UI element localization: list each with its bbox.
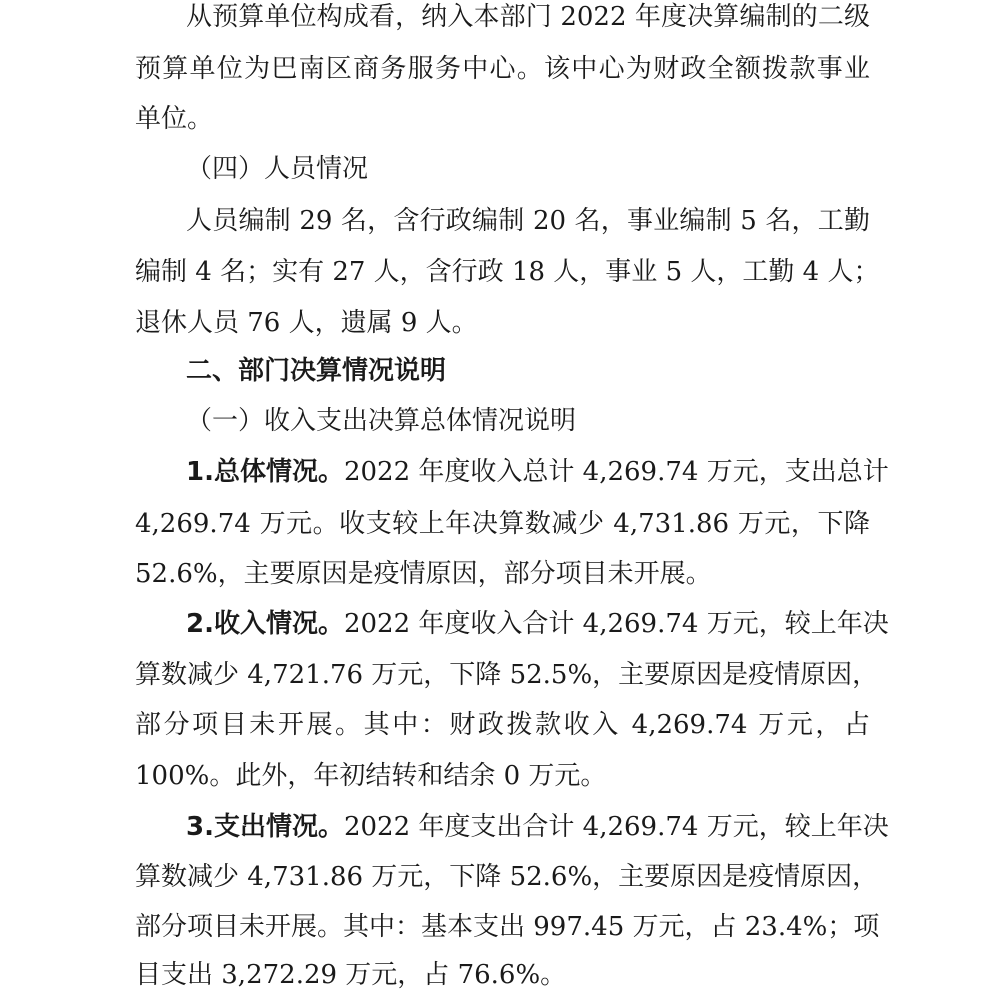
paragraph-units-line-1: 从预算单位构成看，纳入本部门 2022 年度决算编制的二级 (186, 2, 870, 32)
item-income-line-2: 算数减少 4,721.76 万元，下降 52.5%，主要原因是疫情原因， (135, 660, 879, 690)
item-expense-line-4: 目支出 3,272.29 万元，占 76.6%。 (135, 960, 567, 990)
item-income-line-1-text: 2022 年度收入合计 4,269.74 万元，较上年决 (343, 609, 889, 639)
item-overall-line-1 (186, 455, 889, 489)
section-two-subheading: （一）收入支出决算总体情况说明 (186, 406, 577, 436)
item-expense-line-1 (186, 810, 889, 844)
section-two-heading: 二、部门决算情况说明 (186, 356, 447, 386)
item-income-line-1 (186, 607, 889, 641)
item-expense-line-2: 算数减少 4,731.86 万元，下降 52.6%，主要原因是疫情原因， (135, 862, 879, 892)
paragraph-units-line-3: 单位。 (135, 104, 214, 134)
item-overall-line-3: 52.6%，主要原因是疫情原因，部分项目未开展。 (135, 559, 712, 589)
item-income-line-4: 100%。此外，年初结转和结余 0 万元。 (135, 761, 607, 791)
item-expense-label: 3.支出情况。 (186, 812, 344, 842)
item-income-label: 2.收入情况。 (186, 609, 344, 639)
item-overall-line-1-text: 2022 年度收入总计 4,269.74 万元，支出总计 (343, 457, 889, 487)
item-expense-line-1-text: 2022 年度支出合计 4,269.74 万元，较上年决 (343, 812, 889, 842)
section-staff-heading: （四）人员情况 (186, 154, 369, 184)
item-overall-label: 1.总体情况。 (186, 457, 344, 487)
item-income-line-3: 部分项目未开展。其中：财政拨款收入 4,269.74 万元，占 (135, 710, 870, 740)
section-staff-line-1: 人员编制 29 名，含行政编制 20 名，事业编制 5 名，工勤 (186, 206, 870, 236)
item-overall-line-2: 4,269.74 万元。收支较上年决算数减少 4,731.86 万元，下降 (135, 509, 870, 539)
section-staff-line-2: 编制 4 名；实有 27 人，含行政 18 人，事业 5 人，工勤 4 人； (135, 257, 880, 287)
item-expense-line-3: 部分项目未开展。其中：基本支出 997.45 万元，占 23.4%；项 (135, 912, 880, 942)
section-staff-line-3: 退休人员 76 人，遗属 9 人。 (135, 308, 478, 338)
paragraph-units-line-2: 预算单位为巴南区商务服务中心。该中心为财政全额拨款事业 (135, 54, 870, 84)
